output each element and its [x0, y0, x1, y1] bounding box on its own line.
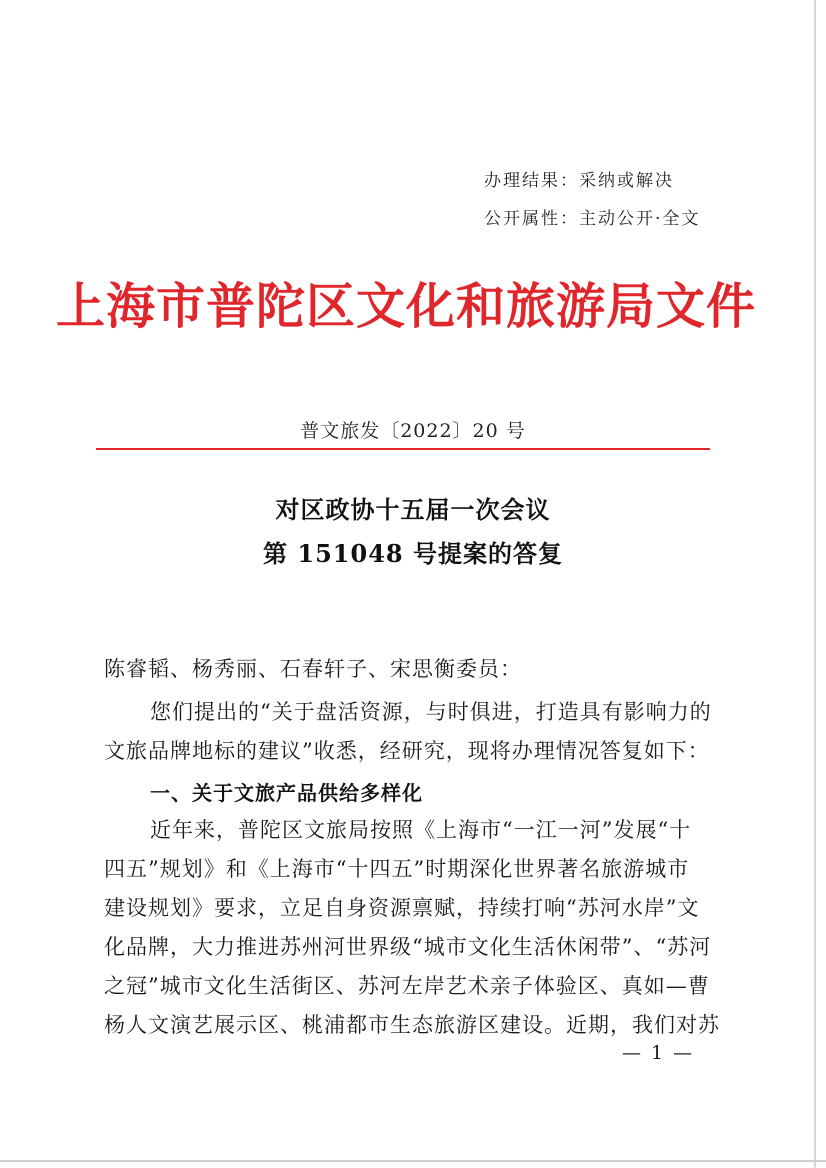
section-heading: 一、关于文旅产品供给多样化 [150, 781, 423, 805]
red-divider [96, 448, 710, 450]
document-number: 普文旅发〔2022〕20 号 [300, 420, 526, 442]
paragraph-line: 杨人文演艺展示区、桃浦都市生态旅游区建设。近期，我们对苏 [104, 1013, 720, 1037]
paragraph-line: 您们提出的“关于盘活资源，与时俱进，打造具有影响力的 [150, 700, 712, 724]
red-masthead: 上海市普陀区文化和旅游局文件 [56, 277, 757, 335]
title-line-2: 第 151048 号提案的答复 [263, 539, 563, 568]
scan-edge [0, 1160, 826, 1162]
title-line-1: 对区政协十五届一次会议 [275, 495, 551, 524]
paragraph-line: 四五”规划》和《上海市“十四五”时期深化世界著名旅游城市 [104, 857, 690, 881]
paragraph-line: 之冠”城市文化生活街区、苏河左岸艺术亲子体验区、真如—曹 [104, 974, 710, 998]
scan-edge [814, 0, 816, 1168]
handling-result: 办理结果：采纳或解决 [484, 171, 674, 191]
paragraph-line: 化品牌，大力推进苏州河世界级“城市文化生活休闲带”、“苏河 [104, 935, 712, 959]
disclosure-attribute: 公开属性：主动公开·全文 [484, 209, 701, 229]
page-number: — 1 — [622, 1042, 695, 1064]
paragraph-line: 近年来，普陀区文旅局按照《上海市“一江一河”发展“十 [150, 818, 692, 842]
salutation: 陈睿韬、杨秀丽、石春轩子、宋思衡委员： [104, 657, 522, 681]
paragraph-line: 文旅品牌地标的建议”收悉，经研究，现将办理情况答复如下： [104, 739, 710, 763]
paragraph-line: 建设规划》要求，立足自身资源禀赋，持续打响“苏河水岸”文 [104, 896, 700, 920]
